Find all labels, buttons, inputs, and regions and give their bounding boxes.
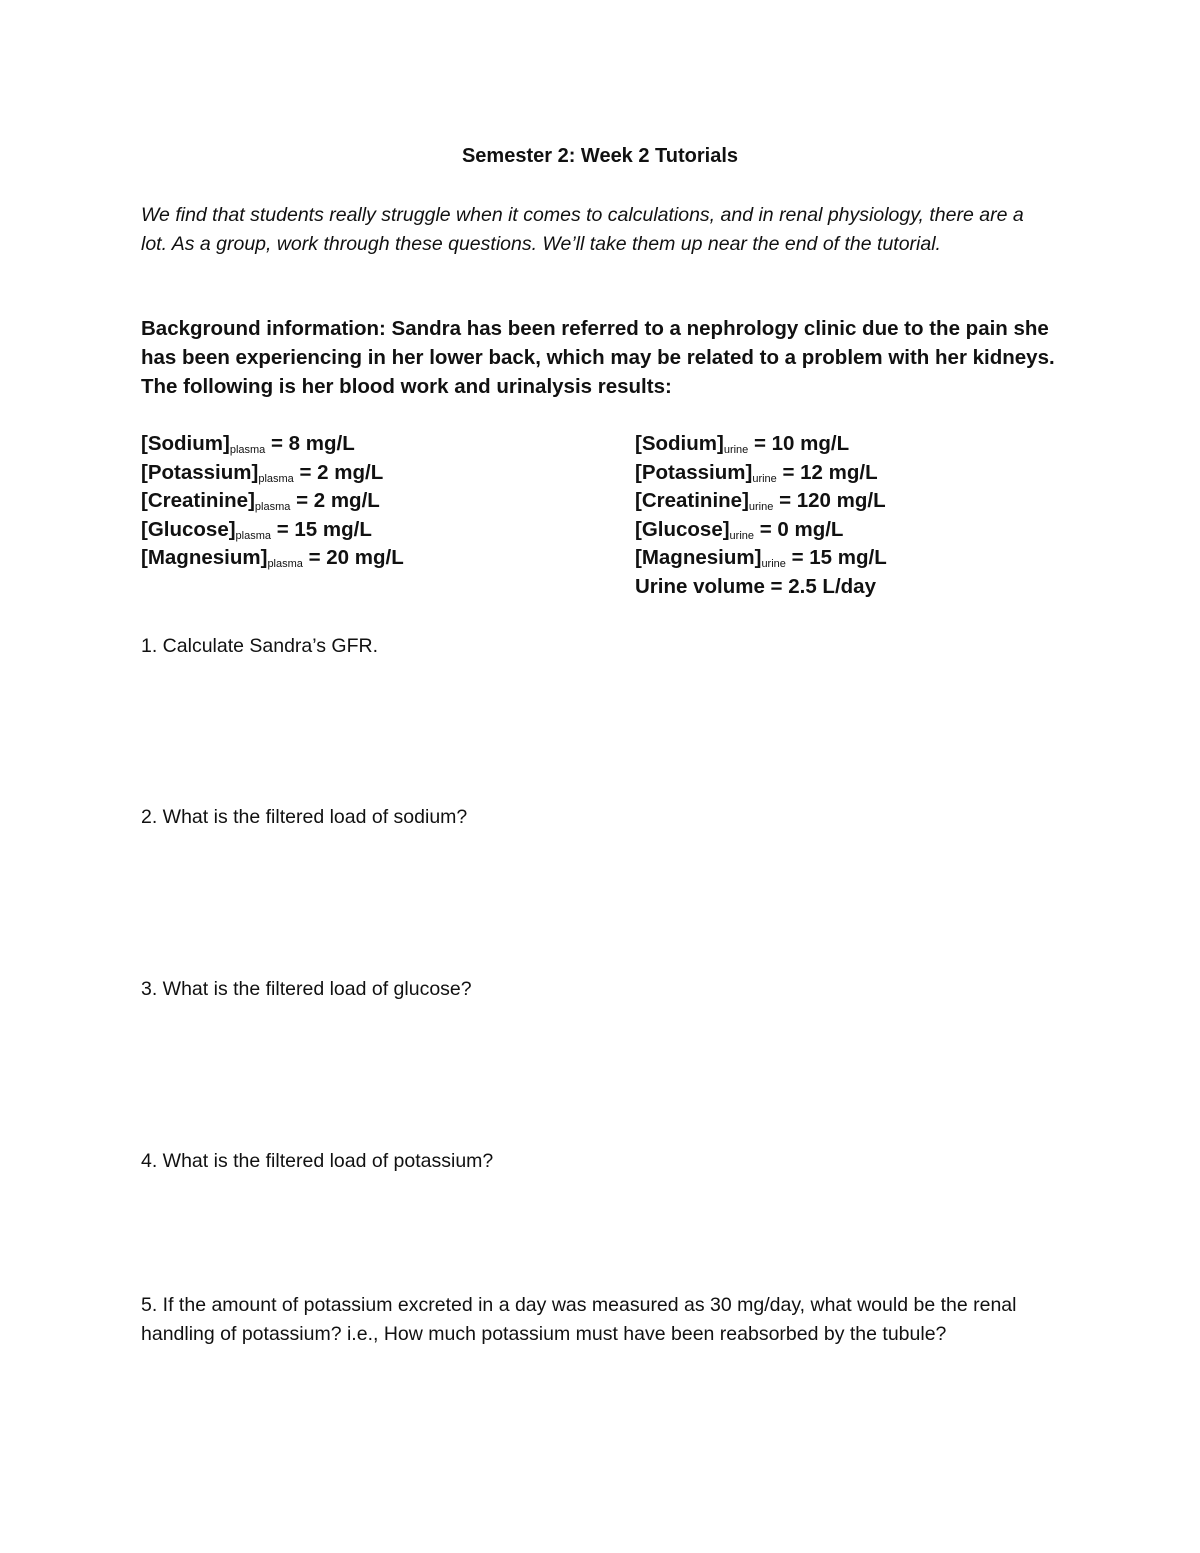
plasma-value-potassium: [141, 459, 404, 488]
value-subscript: urine: [723, 444, 749, 456]
question-3: [141, 975, 1061, 1004]
question-text: Calculate Sandra’s GFR.: [157, 635, 379, 657]
question-number: 4.: [141, 1150, 158, 1172]
plasma-values-list: [141, 430, 404, 573]
question-text: What is the filtered load of sodium?: [157, 806, 468, 828]
value-amount: = 12 mg/L: [776, 460, 878, 484]
value-name: [Glucose]: [635, 517, 730, 541]
page-title: Semester 2: Week 2 Tutorials: [461, 145, 739, 167]
value-name: [Potassium]: [635, 460, 753, 484]
value-amount: = 15 mg/L: [271, 517, 372, 541]
urine-value-sodium: [635, 430, 887, 459]
value-subscript: plasma: [235, 529, 272, 542]
value-subscript: urine: [748, 501, 774, 514]
value-subscript: plasma: [267, 558, 303, 571]
question-number: 5.: [141, 1294, 158, 1316]
value-subscript: urine: [761, 558, 786, 571]
question-number: 1.: [141, 635, 158, 657]
value-amount: = 15 mg/L: [785, 546, 887, 570]
question-2: [141, 803, 1061, 832]
urine-value-creatinine: [635, 487, 887, 516]
urine-volume: Urine volume = 2.5 L/day: [635, 574, 876, 598]
question-4: [141, 1147, 1061, 1176]
plasma-value-sodium: [141, 430, 404, 459]
value-amount: = 20 mg/L: [302, 546, 404, 570]
value-subscript: plasma: [254, 501, 291, 514]
question-text: If the amount of potassium excreted in a day was measured as 30 mg/day, what would be the renal handling of potassium? i.e., How much potassium must have been reabsorbed by the tubule?: [141, 1294, 1017, 1345]
question-text: What is the filtered load of glucose?: [157, 978, 472, 1000]
question-5: [141, 1291, 1061, 1349]
plasma-value-glucose: [141, 516, 404, 545]
urine-values-list: [635, 430, 887, 602]
intro-paragraph: We find that students really struggle when it comes to calculations, and in renal physiology, there are a lot. As a group, work through these questions. We’ll take them up near the end of the tutorial.: [141, 204, 1024, 255]
value-subscript: urine: [729, 529, 755, 542]
value-amount: = 0 mg/L: [754, 517, 844, 541]
value-amount: = 8 mg/L: [265, 432, 355, 455]
value-name: [Creatinine]: [635, 489, 749, 513]
urine-value-glucose: [635, 516, 887, 545]
urine-value-potassium: [635, 459, 887, 488]
value-name: [Creatinine]: [141, 489, 255, 513]
question-number: 3.: [141, 978, 158, 1000]
value-name: [Potassium]: [141, 460, 259, 484]
urine-value-magnesium: [635, 544, 887, 573]
value-name: [Magnesium]: [635, 546, 762, 570]
value-subscript: plasma: [258, 472, 294, 485]
value-name: [Glucose]: [141, 517, 236, 541]
value-amount: = 120 mg/L: [773, 489, 886, 513]
question-number: 2.: [141, 806, 158, 828]
value-name: [Magnesium]: [141, 546, 268, 570]
value-name: [Sodium]: [635, 432, 724, 455]
plasma-value-magnesium: [141, 544, 404, 573]
value-amount: = 10 mg/L: [748, 432, 850, 455]
value-subscript: urine: [752, 472, 777, 485]
value-subscript: plasma: [229, 444, 266, 456]
question-1: [141, 632, 1061, 661]
value-name: [Sodium]: [141, 432, 230, 455]
plasma-value-creatinine: [141, 487, 404, 516]
value-amount: = 2 mg/L: [290, 489, 380, 513]
value-amount: = 2 mg/L: [293, 460, 384, 484]
background-paragraph: Background information: Sandra has been referred to a nephrology clinic due to the pain she has been experiencing in her lower back, which may be related to a problem with her kidneys. The following is her blood work and urinalysis results:: [141, 317, 1055, 398]
question-text: What is the filtered load of potassium?: [157, 1150, 494, 1172]
